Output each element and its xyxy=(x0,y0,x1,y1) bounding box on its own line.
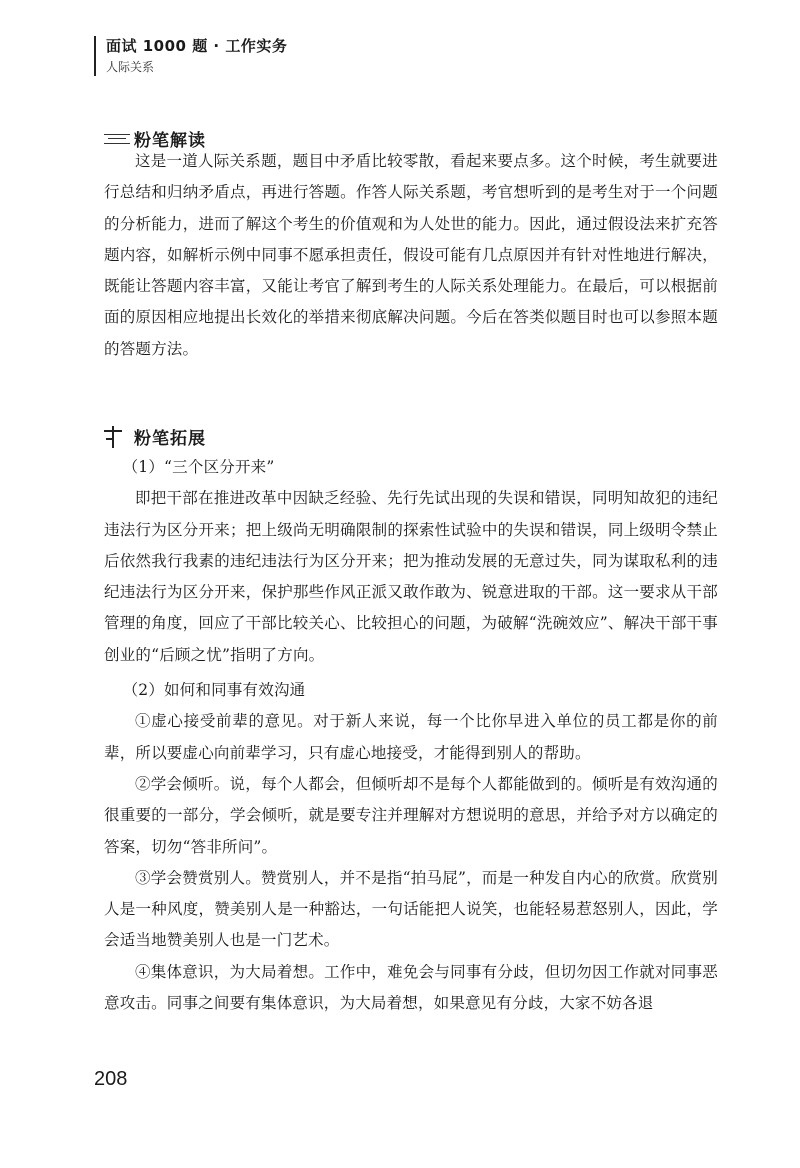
subheading-three-distinctions: （1）“三个区分开来” xyxy=(122,458,275,476)
subheading-communication: （2）如何和同事有效沟通 xyxy=(122,681,306,700)
book-icon xyxy=(104,134,130,144)
reading-paragraph: 这是一道人际关系题，题目中矛盾比较零散，看起来要点多。这个时候，考生就要进行总结和归纳矛盾点，再进行答题。作答人际关系题，考官想听到的是考生对于一个问题的分析能力，进而了解这个考生的价值观和为人处世的能力。因此，通过假设法来扩充答题内容，如解析示例中同事不愿承担责任，假设可能有几点原因并有针对性地进行解决，既能让答题内容丰富，又能让考官了解到考生的人际关系处理能力。在最后，可以根据前面的原因相应地提出长效化的举措来彻底解决问题。今后在答类似题目时也可以参照本题的答题方法。 xyxy=(104,152,718,358)
expand-paragraph: 即把干部在推进改革中因缺乏经验、先行先试出现的失误和错误，同明知故犯的违纪违法行为区分开来；把上级尚无明确限制的探索性试验中的失误和错误，同上级明令禁止后依然我行我素的违纪违法行为区分开来；把为推动发展的无意过失，同为谋取私利的违纪违法行为区分开来，保护那些作风正派又敢作敢为、锐意进取的干部。这一要求从干部管理的角度，回应了干部比较关心、比较担心的问题，为破解“洗碗效应”、解决干部干事创业的“后顾之忧”指明了方向。 xyxy=(104,489,718,664)
section-reading-title: 粉笔解读 xyxy=(134,131,206,151)
list-item: ④集体意识，为大局着想。工作中，难免会与同事有分歧，但切勿因工作就对同事恶意攻击。同事之间要有集体意识，为大局着想，如果意见有分歧，大家不妨各退 xyxy=(104,962,718,1013)
book-title: 面试 1000 题 · 工作实务 xyxy=(106,37,288,55)
chapter-subtitle: 人际关系 xyxy=(106,60,155,74)
running-header xyxy=(94,36,287,76)
section-expand-heading xyxy=(104,424,206,449)
list-item: ②学会倾听。说，每个人都会，但倾听却不是每个人都能做到的。倾听是有效沟通的很重要的一部分，学会倾听，就是要专注并理解对方想说明的意思，并给予对方以确定的答案，切勿“答非所问”。 xyxy=(104,774,718,856)
list-item: ③学会赞赏别人。赞赏别人，并不是指“拍马屁”，而是一种发自内心的欣赏。欣赏别人是一种风度，赞美别人是一种豁达，一句话能把人说笑，也能轻易惹怒别人，因此，学会适当地赞美别人也是一门艺术。 xyxy=(104,868,718,950)
section-reading-body xyxy=(104,146,718,365)
page-number: 208 xyxy=(94,1068,128,1090)
expand-icon xyxy=(104,426,122,448)
section-expand-title: 粉笔拓展 xyxy=(134,429,206,449)
list-item: ①虚心接受前辈的意见。对于新人来说，每一个比你早进入单位的员工都是你的前辈，所以要虚心向前辈学习，只有虚心地接受，才能得到别人的帮助。 xyxy=(104,712,718,762)
section-expand-body xyxy=(104,452,718,1019)
